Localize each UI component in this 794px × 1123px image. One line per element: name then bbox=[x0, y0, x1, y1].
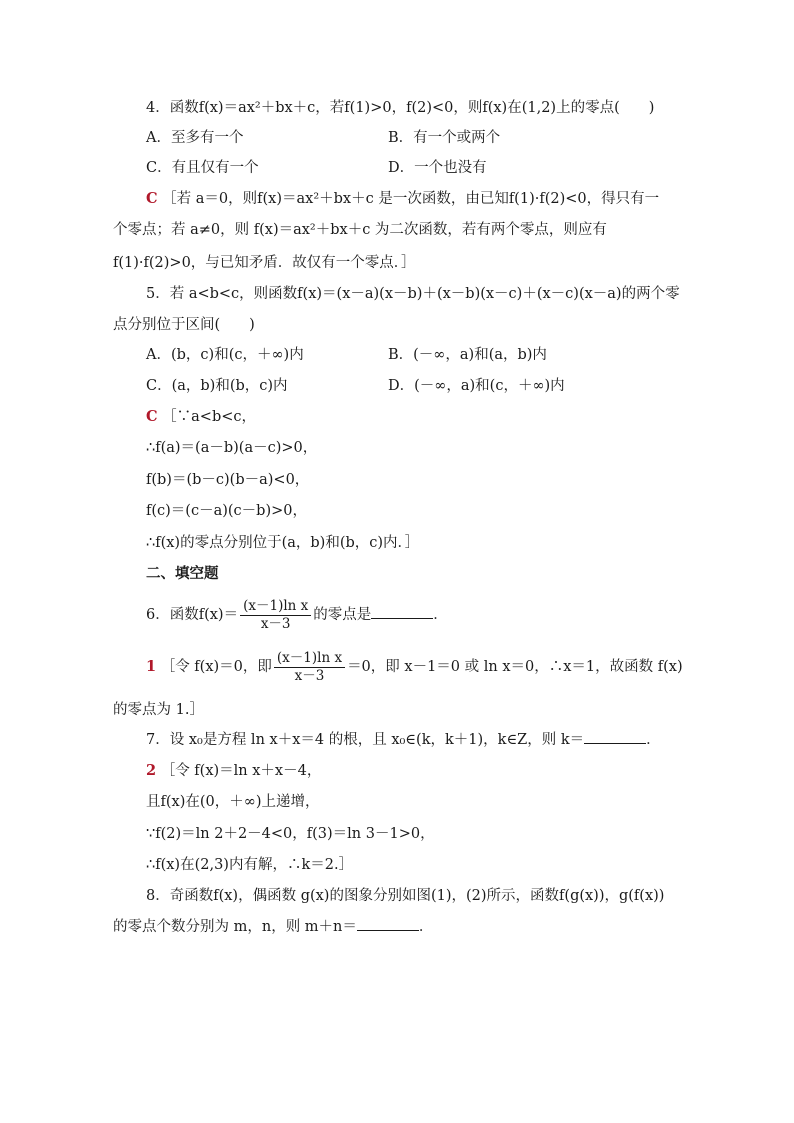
q7-explain-line-1 bbox=[146, 762, 321, 780]
q7-end: ． bbox=[646, 732, 661, 748]
q5-explain-text-1: ［∵a<b<c， bbox=[162, 409, 257, 425]
q4-option-c: C．有且仅有一个 bbox=[146, 160, 259, 176]
q8-stem-text: 的零点个数分别为 m，n，则 m＋n＝ bbox=[113, 919, 357, 935]
q6-explain-fraction-denominator: x－3 bbox=[294, 667, 325, 684]
q6-fraction bbox=[240, 599, 311, 632]
q6-explain-fraction bbox=[274, 651, 345, 684]
q4-explain-line-1 bbox=[146, 190, 659, 208]
q7-stem-text: 7．设 x₀是方程 ln x＋x＝4 的根，且 x₀∈(k，k＋1)，k∈Z，则 k＝ bbox=[146, 732, 585, 748]
q5-stem-line-2: 点分别位于区间( ) bbox=[113, 317, 255, 333]
q7-explain-line-3: ∵f(2)＝ln 2＋2－4<0，f(3)＝ln 3－1>0， bbox=[146, 826, 435, 842]
q8-stem-line-2 bbox=[113, 918, 433, 936]
q6-explain-line-2: 的零点为 1.］ bbox=[113, 702, 204, 718]
q7-stem bbox=[146, 731, 661, 749]
q5-explain-line-1 bbox=[146, 408, 256, 426]
q7-answer-blank[interactable] bbox=[584, 731, 646, 744]
q4-option-a: A．至多有一个 bbox=[146, 130, 244, 146]
q6-explain-line-1 bbox=[146, 650, 683, 684]
q6-answer: 1 bbox=[146, 658, 157, 675]
q4-stem: 4．函数f(x)＝ax²＋bx＋c，若f(1)>0，f(2)<0，则f(x)在(1,2)上的零点( ) bbox=[146, 100, 655, 116]
q8-stem-line-1: 8．奇函数f(x)，偶函数 g(x)的图象分别如图(1)，(2)所示，函数f(g(x))，g(f(x)) bbox=[146, 888, 665, 904]
q4-answer: C bbox=[146, 190, 158, 207]
q6-explain-fraction-numerator: (x－1)ln x bbox=[274, 651, 345, 668]
q5-option-a: A．(b，c)和(c，＋∞)内 bbox=[146, 347, 304, 363]
q5-explain-line-4: f(c)＝(c－a)(c－b)>0， bbox=[146, 503, 307, 519]
q4-option-b: B．有一个或两个 bbox=[388, 130, 501, 146]
q4-option-d: D．一个也没有 bbox=[388, 160, 487, 176]
q7-explain-line-4: ∴f(x)在(2,3)内有解，∴k＝2.］ bbox=[146, 857, 354, 873]
section-title-fill-in: 二、填空题 bbox=[146, 565, 219, 582]
q6-stem bbox=[146, 598, 448, 632]
q4-explain-text-1: ［若 a＝0，则f(x)＝ax²＋bx＋c 是一次函数，由已知f(1)·f(2)<0，得只有一 bbox=[162, 191, 660, 207]
q6-end: ． bbox=[433, 607, 448, 623]
q5-option-b: B．(－∞，a)和(a，b)内 bbox=[388, 347, 547, 363]
q5-explain-line-2: ∴f(a)＝(a－b)(a－c)>0， bbox=[146, 440, 318, 456]
q6-suffix: 的零点是 bbox=[313, 607, 372, 623]
q6-fraction-numerator: (x－1)ln x bbox=[240, 599, 311, 616]
q6-answer-blank[interactable] bbox=[371, 606, 433, 619]
q5-explain-line-3: f(b)＝(b－c)(b－a)<0， bbox=[146, 472, 310, 488]
q4-explain-line-2: 个零点；若 a≠0，则 f(x)＝ax²＋bx＋c 为二次函数，若有两个零点，则应有 bbox=[113, 222, 607, 238]
q5-explain-line-5: ∴f(x)的零点分别位于(a，b)和(b，c)内．］ bbox=[146, 535, 420, 551]
q6-prefix: 6．函数f(x)＝ bbox=[146, 607, 239, 623]
q7-explain-line-2: 且f(x)在(0，＋∞)上递增， bbox=[146, 794, 320, 810]
q5-answer: C bbox=[146, 408, 158, 425]
q5-option-c: C．(a，b)和(b，c)内 bbox=[146, 378, 288, 394]
q5-stem-line-1: 5．若 a<b<c，则函数f(x)＝(x－a)(x－b)＋(x－b)(x－c)＋(x－c)(x－a)的两个零 bbox=[146, 286, 680, 302]
q7-explain-text-1: ［令 f(x)＝ln x＋x－4， bbox=[160, 763, 322, 779]
q6-explain-b: ＝0，即 x－1＝0 或 ln x＝0，∴x＝1，故函数 f(x) bbox=[347, 659, 683, 675]
q6-fraction-denominator: x－3 bbox=[260, 615, 291, 632]
q5-option-d: D．(－∞，a)和(c，＋∞)内 bbox=[388, 378, 565, 394]
q8-end: ． bbox=[418, 919, 434, 935]
q7-answer: 2 bbox=[146, 762, 157, 779]
q4-explain-line-3: f(1)·f(2)>0，与已知矛盾．故仅有一个零点．］ bbox=[113, 255, 416, 271]
q8-answer-blank[interactable] bbox=[357, 918, 419, 931]
q6-explain-a: ［令 f(x)＝0，即 bbox=[160, 659, 272, 675]
